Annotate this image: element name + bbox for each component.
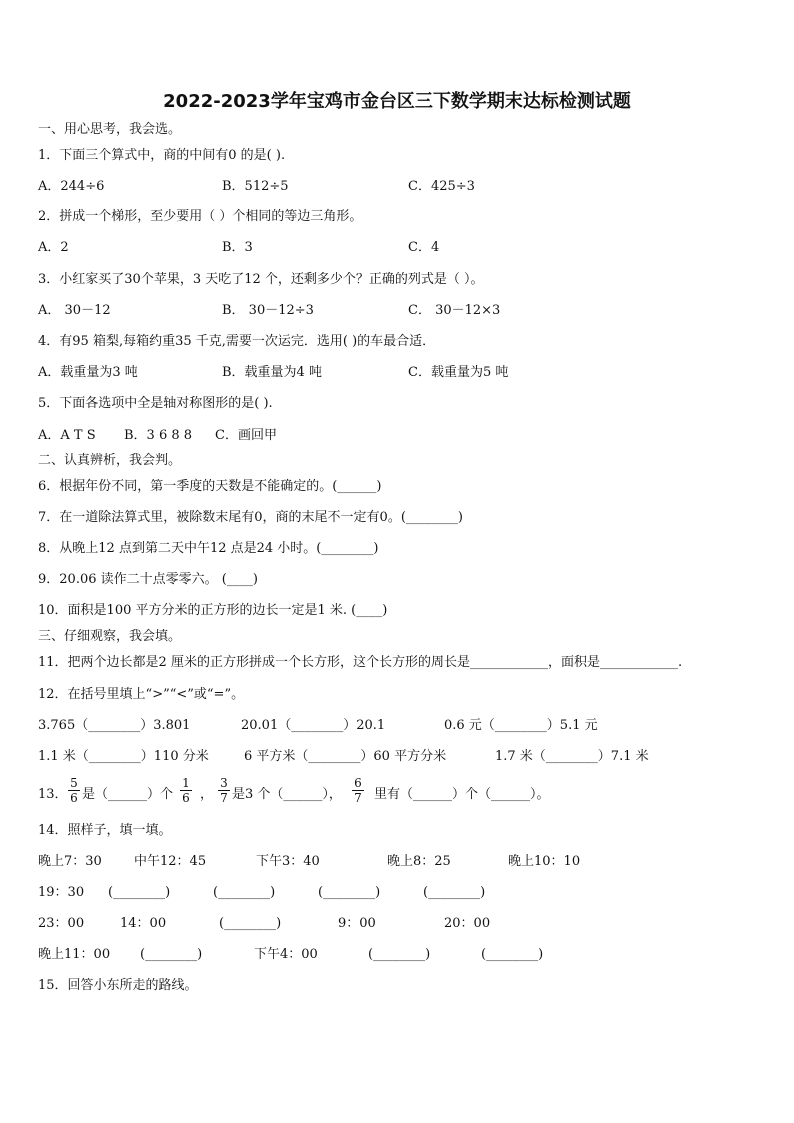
q12-compare-item: 1.1 米（________）110 分米 [38, 749, 209, 764]
q4-option-c: C．载重量为5 吨 [408, 365, 509, 380]
q5-option-b: B．3 6 8 8 [124, 428, 193, 443]
q14-time-cell: 19：30 [38, 885, 85, 900]
q1-option-b: B．512÷5 [222, 179, 289, 194]
question-9: 9．20.06 读作二十点零零六。 (____) [38, 572, 258, 587]
fraction-numerator: 6 [352, 776, 364, 791]
q4-option-a: A．载重量为3 吨 [38, 365, 138, 380]
question-1: 1．下面三个算式中，商的中间有0 的是( ). [38, 148, 286, 163]
q1-option-c: C．425÷3 [408, 179, 475, 194]
q14-time-cell: 晚上8：25 [387, 854, 451, 869]
q3-option-a: A． 30－12 [38, 303, 111, 318]
q14-time-cell: 20：00 [444, 916, 491, 931]
q3-option-c: C． 30－12×3 [408, 303, 501, 318]
q2-option-c: C．4 [408, 240, 440, 255]
q5-option-c: C．画回甲 [215, 428, 277, 443]
q12-compare-item: 20.01（________）20.1 [241, 718, 386, 733]
fraction-denominator: 6 [70, 791, 78, 805]
page-title: 2022-2023学年宝鸡市金台区三下数学期末达标检测试题 [163, 91, 631, 112]
q13-text: ， [200, 787, 214, 802]
question-5: 5．下面各选项中全是轴对称图形的是( ). [38, 396, 273, 411]
q13-text: 里有（______）个（______）。 [374, 787, 550, 802]
question-14: 14．照样子，填一填。 [38, 823, 172, 838]
q3-option-b: B． 30－12÷3 [222, 303, 314, 318]
fraction-denominator: 7 [354, 791, 362, 805]
fraction-5-6 [68, 776, 80, 805]
question-2: 2．拼成一个梯形，至少要用（ ）个相同的等边三角形。 [38, 209, 363, 224]
fraction-denominator: 7 [220, 791, 228, 805]
question-8: 8．从晚上12 点到第二天中午12 点是24 小时。(________) [38, 541, 379, 556]
q12-compare-item: 3.765（________）3.801 [38, 718, 191, 733]
q2-option-a: A．2 [38, 240, 69, 255]
fraction-1-6 [180, 776, 192, 805]
q14-time-cell: 晚上7：30 [38, 854, 102, 869]
section-heading-choice: 一、用心思考，我会选。 [38, 122, 182, 137]
q14-blank: (________) [140, 947, 203, 962]
q12-compare-item: 6 平方米（________）60 平方分米 [244, 749, 447, 764]
q14-time-cell: 晚上10：10 [508, 854, 581, 869]
q12-compare-item: 0.6 元（________）5.1 元 [444, 718, 598, 733]
question-15: 15．回答小东所走的路线。 [38, 978, 198, 993]
fraction-numerator: 5 [68, 776, 80, 791]
question-13-number: 13． [38, 787, 68, 802]
q14-time-cell: 9：00 [338, 916, 376, 931]
q14-time-cell: 晚上11：00 [38, 947, 111, 962]
question-3: 3．小红家买了30个苹果，3 天吃了12 个，还剩多少个？正确的列式是（ ）。 [38, 272, 484, 287]
q14-blank: (________) [368, 947, 431, 962]
q13-text: 是（______）个 [82, 787, 174, 802]
fraction-denominator: 6 [182, 791, 190, 805]
question-4: 4．有95 箱梨,每箱约重35 千克,需要一次运完．选用( )的车最合适． [38, 334, 436, 349]
fraction-3-7 [218, 776, 230, 805]
q12-compare-item: 1.7 米（________）7.1 米 [495, 749, 649, 764]
question-11: 11．把两个边长都是2 厘米的正方形拼成一个长方形，这个长方形的周长是____________，面积是____________. [38, 655, 683, 670]
q14-time-cell: 23：00 [38, 916, 85, 931]
fraction-6-7 [352, 776, 364, 805]
q14-blank: (________) [423, 885, 486, 900]
section-heading-judge: 二、认真辨析，我会判。 [38, 453, 182, 468]
q14-time-cell: 下午3：40 [256, 854, 320, 869]
q4-option-b: B．载重量为4 吨 [222, 365, 322, 380]
q14-blank: (________) [318, 885, 381, 900]
question-7: 7．在一道除法算式里，被除数末尾有0，商的末尾不一定有0。(________) [38, 510, 463, 525]
section-heading-fill: 三、仔细观察，我会填。 [38, 629, 182, 644]
q14-blank: (________) [219, 916, 282, 931]
q14-blank: (________) [481, 947, 544, 962]
question-6: 6．根据年份不同，第一季度的天数是不能确定的。(______) [38, 479, 382, 494]
q14-blank: (________) [213, 885, 276, 900]
fraction-numerator: 1 [180, 776, 192, 791]
q2-option-b: B．3 [222, 240, 253, 255]
q1-option-a: A．244÷6 [38, 179, 105, 194]
fraction-numerator: 3 [218, 776, 230, 791]
q13-text: 是3 个（______）， [232, 787, 342, 802]
q14-time-cell: 14：00 [120, 916, 167, 931]
q14-time-cell: 下午4：00 [254, 947, 318, 962]
question-12: 12．在括号里填上“>”“<”或“=”。 [38, 687, 245, 702]
q14-time-cell: 中午12：45 [134, 854, 207, 869]
q14-blank: (________) [108, 885, 171, 900]
q5-option-a: A．A T S [38, 428, 96, 443]
question-10: 10．面积是100 平方分米的正方形的边长一定是1 米. (____) [38, 603, 388, 618]
